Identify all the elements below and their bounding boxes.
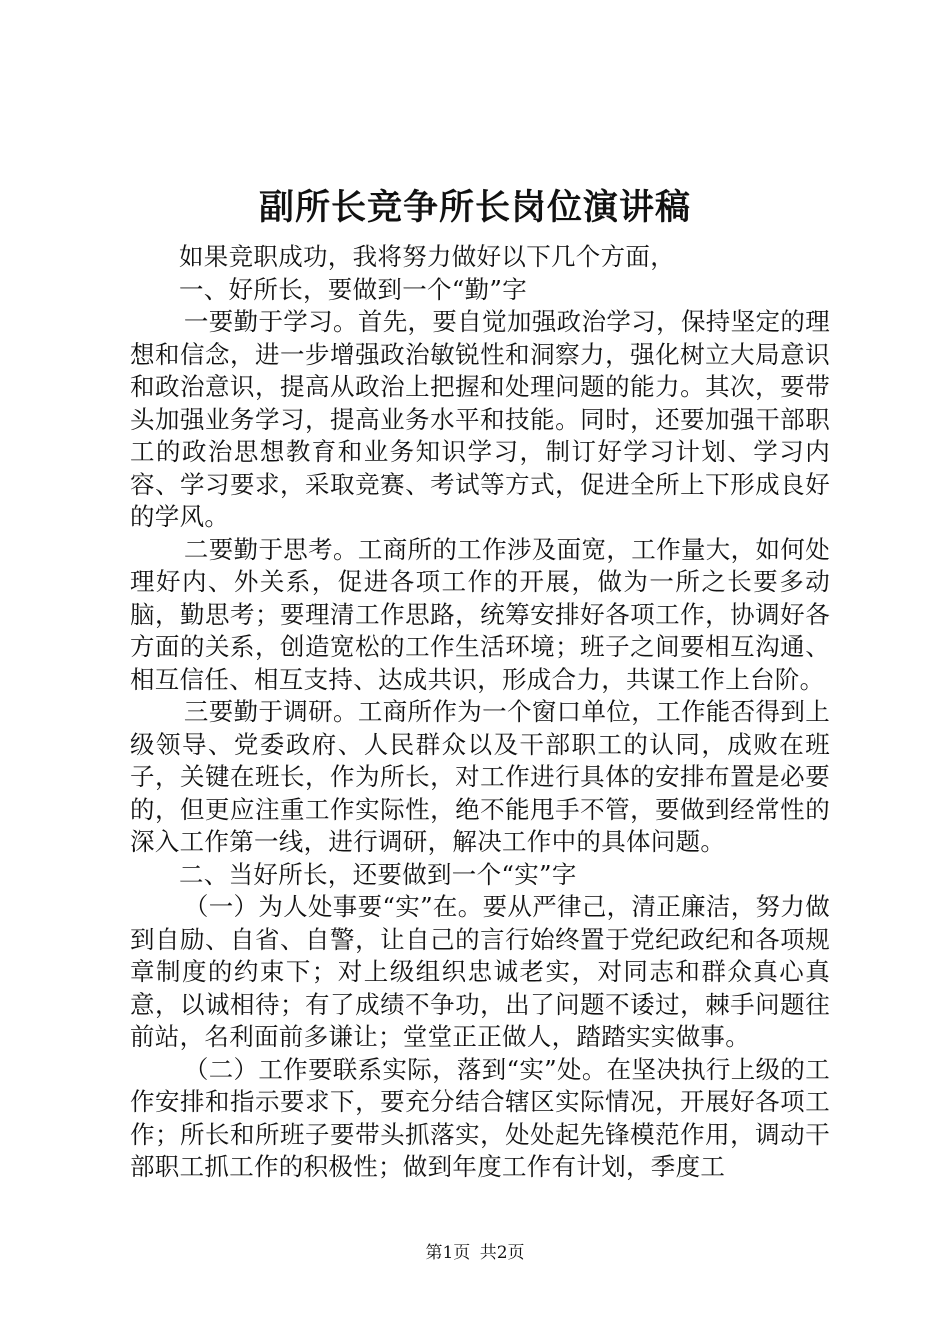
paragraph-study: 一要勤于学习。首先，要自觉加强政治学习，保持坚定的理想和信念，进一步增强政治敏锐性和洞察力，强化树立大局意识和政治意识，提高从政治上把握和处理问题的能力。其次，要带头加强业务学习，提高业务水平和技能。同时，还要加强干部职工的政治思想教育和业务知识学习，制订好学习计划、学习内容、学习要求，采取竞赛、考试等方式，促进全所上下形成良好的学风。 [130,307,830,531]
paragraph-conduct: （一）为人处事要“实”在。要从严律己，清正廉洁，努力做到自励、自省、自警，让自己的言行始终置于党纪政纪和各项规章制度的约束下；对上级组织忠诚老实，对同志和群众真心真意，以诚相待；有了成绩不争功，出了问题不诿过，棘手问题往前站，名利面前多谦让；堂堂正正做人，踏踏实实做事。 [130,892,830,1051]
document-body [130,241,830,1184]
paragraph-think: 二要勤于思考。工商所的工作涉及面宽，工作量大，如何处理好内、外关系，促进各项工作的开展，做为一所之长要多动脑，勤思考；要理清工作思路，统筹安排好各项工作，协调好各方面的关系，创造宽松的工作生活环境；班子之间要相互沟通、相互信任、相互支持、达成共识，形成合力，共谋工作上台阶。 [130,534,830,694]
page-total: 共2页 [479,1243,525,1263]
section-heading-2: 二、当好所长，还要做到一个“实”字 [179,859,577,889]
paragraph-intro: 如果竞职成功，我将努力做好以下几个方面， [179,242,675,271]
section-heading-1: 一、好所长，要做到一个“勤”字 [179,274,528,304]
paragraph-research: 三要勤于调研。工商所作为一个窗口单位，工作能否得到上级领导、党委政府、人民群众以及干部职工的认同，成败在班子，关键在班长，作为所长，对工作进行具体的安排布置是必要的，但更应注重工作实际性，绝不能甩手不管，要做到经常性的深入工作第一线，进行调研，解决工作中的具体问题。 [130,697,830,856]
page-footer [0,1242,950,1264]
paragraph-practice: （二）工作要联系实际，落到“实”处。在坚决执行上级的工作安排和指示要求下，要充分结合辖区实际情况，开展好各项工作；所长和所班子要带头抓落实，处处起先锋模范作用，调动干部职工抓工作的积极性；做到年度工作有计划，季度工 [130,1054,830,1181]
document-title: 副所长竞争所长岗位演讲稿 [258,187,691,228]
page-number: 第1页 [425,1243,471,1263]
